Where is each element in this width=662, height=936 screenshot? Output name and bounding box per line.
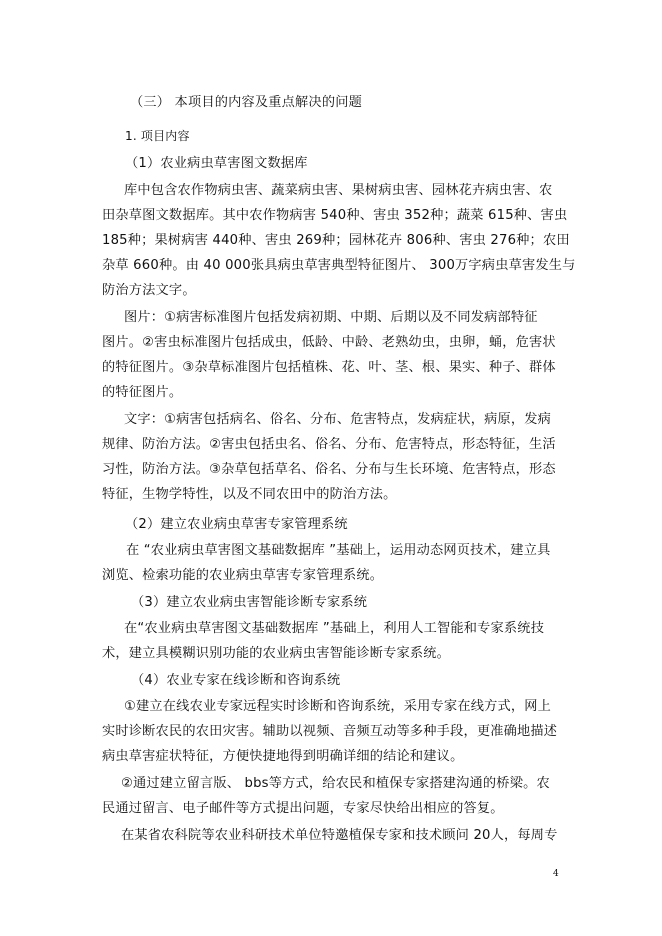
item-3-title: （3）建立农业病虫害智能诊断专家系统 (131, 595, 368, 610)
item-1-line-5: 防治方法文字。 (102, 283, 196, 298)
item-1-line-1: 库中包含农作物病虫害、蔬菜病虫害、果树病虫害、园林花卉病虫害、农 (124, 183, 553, 198)
text-para-line-4: 特征，生物学特性，以及不同农田中的防治方法。 (102, 487, 397, 502)
sub-heading: 1. 项目内容 (125, 129, 190, 143)
item-1-title: （1）农业病虫草害图文数据库 (125, 156, 308, 171)
images-para-line-1: 图片：①病害标准图片包括发病初期、中期、后期以及不同发病部特征 (124, 310, 538, 325)
item-4-line-4: ②通过建立留言版、 bbs等方式，给农民和植保专家搭建沟通的桥梁。农 (121, 776, 550, 791)
text-para-line-3: 习性，防治方法。③杂草包括草名、俗名、分布与生长环境、危害特点，形态 (102, 462, 556, 477)
item-1-line-2: 田杂草图文数据库。其中农作物病害 540种、害虫 352种；蔬菜 615种、害虫 (102, 208, 568, 223)
item-4-title: （4）农业专家在线诊断和咨询系统 (131, 673, 341, 688)
item-2-line-2: 浏览、检索功能的农业病虫草害专家管理系统。 (102, 568, 384, 583)
text-para-line-2: 规律、防治方法。②害虫包括虫名、俗名、分布、危害特点，形态特征，生活 (102, 437, 556, 452)
item-1-line-3: 185种；果树病害 440种、害虫 269种；园林花卉 806种、害虫 276种；农田 (102, 233, 570, 248)
item-3-line-2: 术，建立具模糊识别功能的农业病虫害智能诊断专家系统。 (102, 646, 451, 661)
section-heading: （三） 本项目的内容及重点解决的问题 (130, 95, 362, 110)
images-para-line-2: 图片。②害虫标准图片包括成虫，低龄、中龄、老熟幼虫，虫卵，蛹，危害状 (102, 335, 556, 350)
text-para-line-1: 文字：①病害包括病名、俗名、分布、危害特点，发病症状，病原，发病 (124, 412, 552, 427)
item-2-title: （2）建立农业病虫草害专家管理系统 (125, 517, 348, 532)
images-para-line-3: 的特征图片。③杂草标准图片包括植株、花、叶、茎、根、果实、种子、群体 (102, 360, 556, 375)
images-para-line-4: 的特征图片。 (102, 385, 183, 400)
item-4-line-3: 病虫草害症状特征，方便快捷地得到明确详细的结论和建议。 (102, 749, 464, 764)
page-number: 4 (553, 869, 559, 879)
item-4-line-2: 实时诊断农民的农田灾害。辅助以视频、音频互动等多种手段，更准确地描述 (102, 724, 558, 739)
item-1-line-4: 杂草 660种。由 40 000张具病虫草害典型特征图片、 300万字病虫草害发生与 (102, 258, 576, 273)
item-4-line-1: ①建立在线农业专家远程实时诊断和咨询系统，采用专家在线方式，网上 (124, 699, 552, 714)
item-3-line-1: 在“农业病虫草害图文基础数据库 ”基础上，利用人工智能和专家系统技 (124, 621, 545, 636)
item-4-line-6: 在某省农科院等农业科研技术单位特邀植保专家和技术顾问 20人，每周专 (121, 828, 558, 843)
item-4-line-5: 民通过留言、电子邮件等方式提出问题，专家尽快给出相应的答复。 (102, 801, 504, 816)
item-2-line-1: 在 “农业病虫草害图文基础数据库 ”基础上，运用动态网页技术，建立具 (126, 543, 551, 558)
